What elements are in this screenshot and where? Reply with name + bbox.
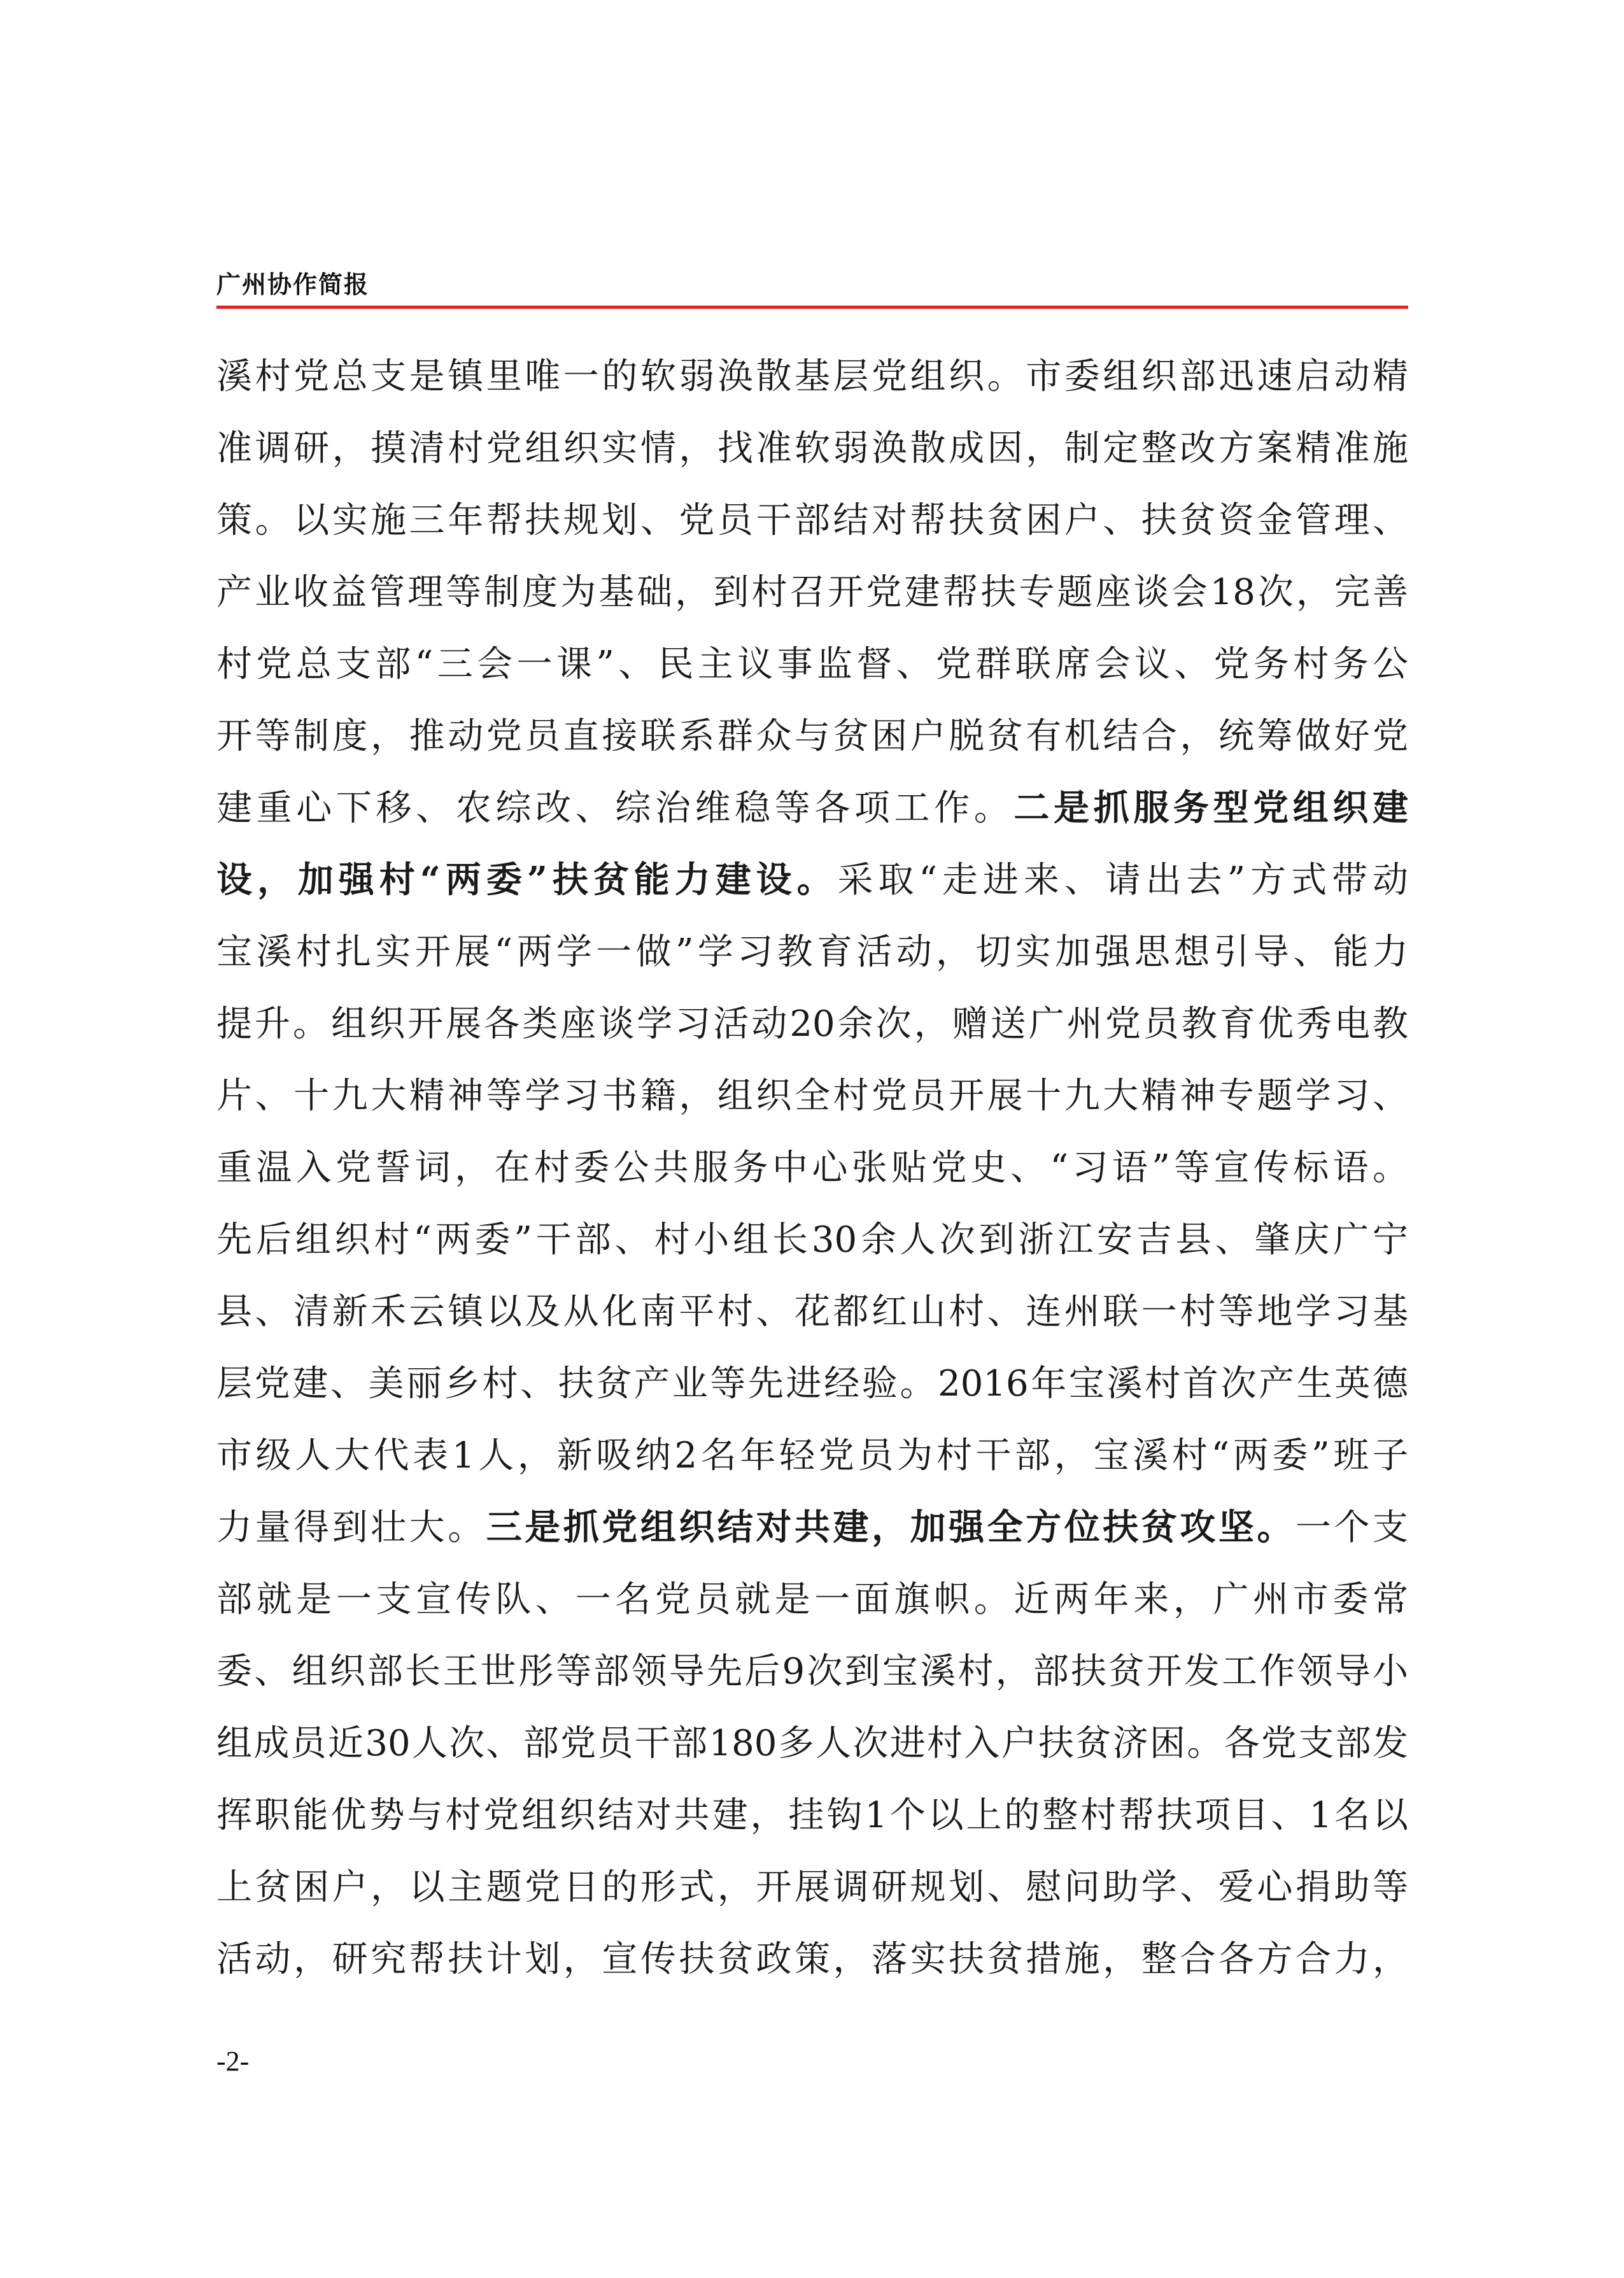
article-body: [216, 341, 1408, 1995]
text-line: 层党建、美丽乡村、扶贫产业等先进经验。2016年宝溪村首次产生英德: [216, 1363, 1408, 1404]
text-line: 宝溪村扎实开展“两学一做”学习教育活动，切实加强思想引导、能力: [216, 931, 1408, 973]
bold-heading-3: 三是抓党组织结对共建，加强全方位扶贫攻坚。: [486, 1506, 1296, 1548]
text-line: 委、组织部长王世彤等部领导先后9次到宝溪村，部扶贫开发工作领导小: [216, 1651, 1408, 1692]
text-line: 上贫困户，以主题党日的形式，开展调研规划、慰问助学、爱心捐助等: [216, 1867, 1408, 1908]
text-line-with-heading: [216, 1492, 1408, 1564]
text-line-with-heading: [216, 844, 1408, 916]
text-segment: 一个支: [1295, 1507, 1408, 1548]
text-line: 挥职能优势与村党组织结对共建，挂钩1个以上的整村帮扶项目、1名以: [216, 1795, 1408, 1836]
text-line: 县、清新禾云镇以及从化南平村、花都红山村、连州联一村等地学习基: [216, 1291, 1408, 1333]
text-line: 活动，研究帮扶计划，宣传扶贫政策，落实扶贫措施，整合各方合力，: [216, 1939, 1408, 1980]
text-line: 策。以实施三年帮扶规划、党员干部结对帮扶贫困户、扶贫资金管理、: [216, 500, 1408, 541]
text-line: 产业收益管理等制度为基础，到村召开党建帮扶专题座谈会18次，完善: [216, 572, 1408, 613]
bold-heading-2-cont: 设，加强村“两委”扶贫能力建设。: [216, 859, 838, 901]
text-line: 村党总支部“三会一课”、民主议事监督、党群联席会议、党务村务公: [216, 644, 1408, 685]
text-line: 准调研，摸清村党组织实情，找准软弱涣散成因，制定整改方案精准施: [216, 428, 1408, 469]
text-line: 组成员近30人次、部党员干部180多人次进村入户扶贫济困。各党支部发: [216, 1723, 1408, 1764]
text-line: 部就是一支宣传队、一名党员就是一面旗帜。近两年来，广州市委常: [216, 1579, 1408, 1620]
publication-title: 广州协作简报: [216, 271, 370, 299]
bold-heading-2: 二是抓服务型党组织建: [1013, 787, 1408, 829]
header-divider: [216, 306, 1408, 309]
text-segment: 力量得到壮大。: [216, 1507, 486, 1548]
text-segment: 采取“走进来、请出去”方式带动: [837, 860, 1408, 901]
text-segment: 建重心下移、农综改、综治维稳等各项工作。: [216, 788, 1014, 829]
text-line-with-heading: [216, 772, 1408, 844]
text-line: 开等制度，推动党员直接联系群众与贫困户脱贫有机结合，统筹做好党: [216, 716, 1408, 757]
text-line: 重温入党誓词，在村委公共服务中心张贴党史、“习语”等宣传标语。: [216, 1147, 1408, 1189]
text-line: 市级人大代表1人，新吸纳2名年轻党员为村干部，宝溪村“两委”班子: [216, 1435, 1408, 1476]
text-line: 提升。组织开展各类座谈学习活动20余次，赠送广州党员教育优秀电教: [216, 1003, 1408, 1045]
text-line: 溪村党总支是镇里唯一的软弱涣散基层党组织。市委组织部迅速启动精: [216, 356, 1408, 397]
text-line: 片、十九大精神等学习书籍，组织全村党员开展十九大精神专题学习、: [216, 1075, 1408, 1117]
page-number: -2-: [216, 2046, 250, 2077]
text-line: 先后组织村“两委”干部、村小组长30余人次到浙江安吉县、肇庆广宁: [216, 1219, 1408, 1261]
